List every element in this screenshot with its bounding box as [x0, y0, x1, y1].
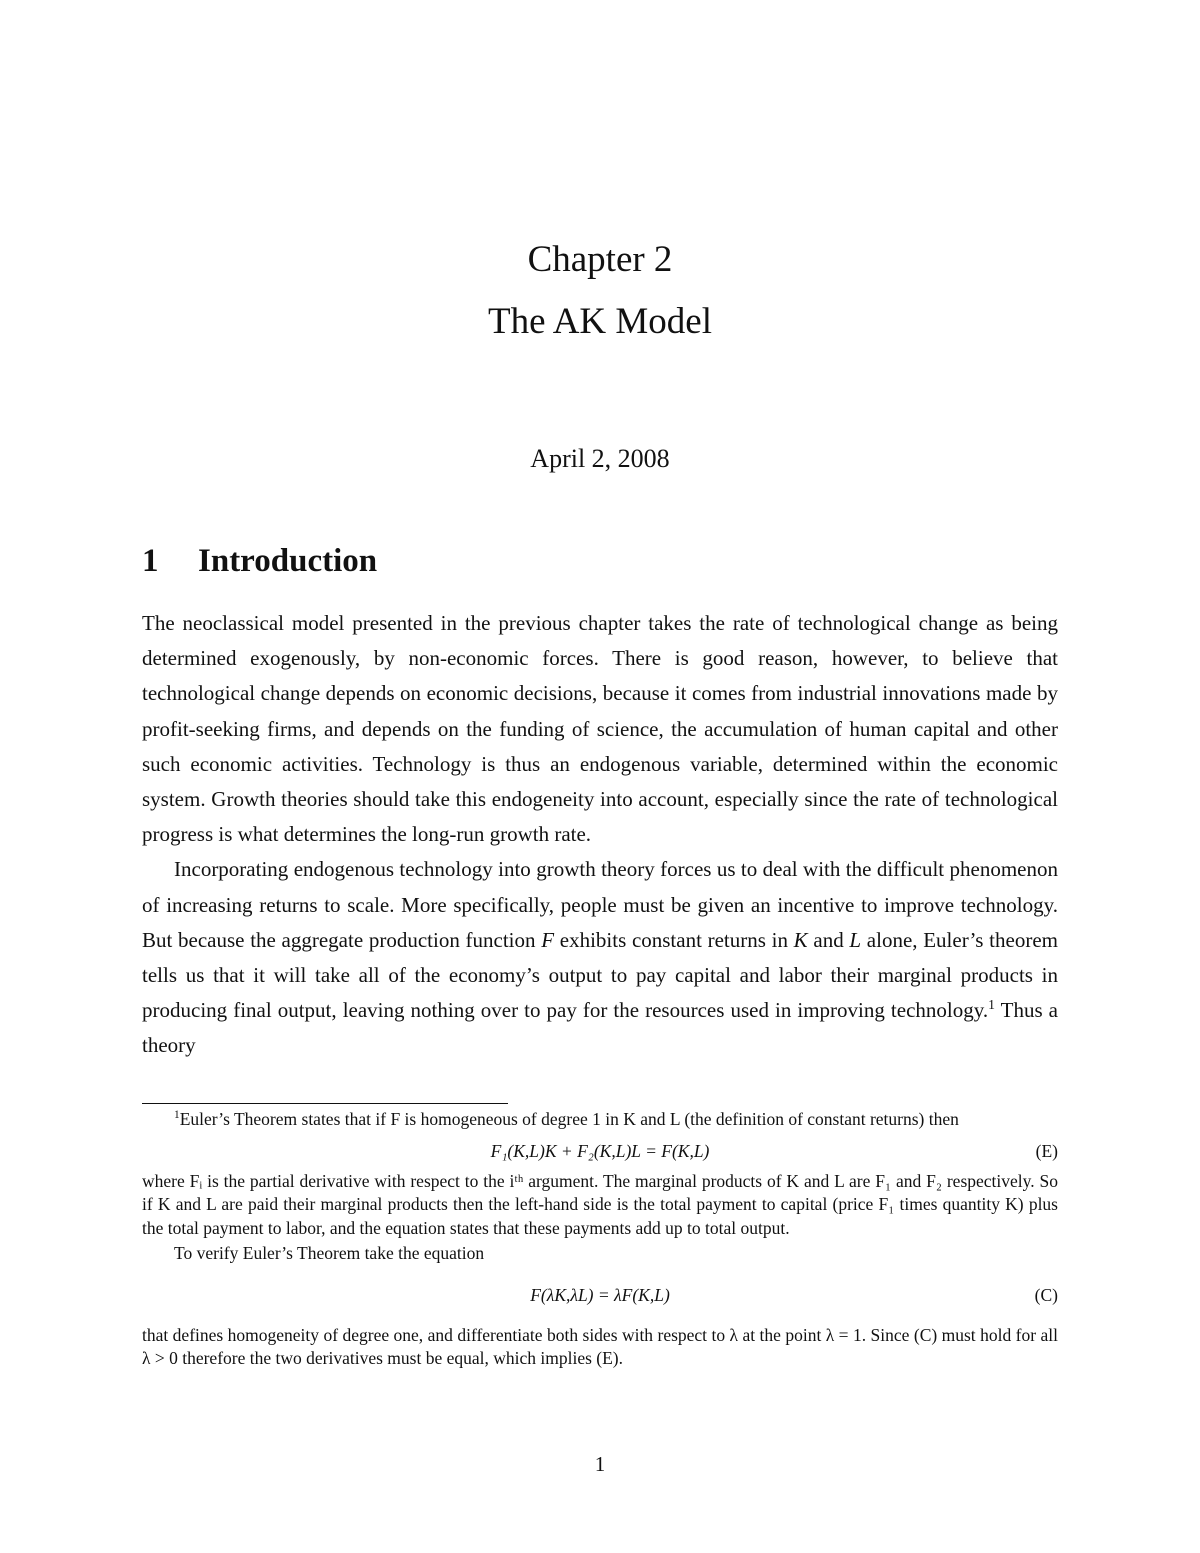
footnote-line-1	[142, 1108, 1058, 1132]
equation-E: F₁(K,L)K + F₂(K,L)L = F(K,L)	[490, 1140, 710, 1161]
section-number: 1	[142, 543, 159, 579]
footnote-line-2: where Fᵢ is the partial derivative with respect to the iᵗʰ argument. The marginal products of K and L are F₁ and F₂ respectively. So if K and L are paid their marginal products then the left-hand side is the total payment to capital (price F₁ times quantity K) plus the total payment to labor, and the equation states that these payments add up to total output.	[142, 1170, 1058, 1238]
footnote-block	[142, 1108, 1058, 1371]
equation-C-tag: (C)	[1034, 1284, 1058, 1305]
equation-E-row	[142, 1132, 1058, 1170]
section-heading	[142, 540, 377, 582]
chapter-label: Chapter 2	[527, 239, 673, 280]
math-symbol-K: K	[793, 927, 808, 952]
math-symbol-L: L	[849, 927, 862, 952]
paragraph-1: The neoclassical model presented in the previous chapter takes the rate of technological change as being determined exogenously, by non-economic forces. There is good reason, however, to believe that technological change depends on economic decisions, because it comes from industrial innovations made by profit-seeking firms, and depends on the funding of science, the accumulation of human capital and other such economic activities. Technology is thus an endogenous variable, determined within the economic system. Growth theories should take this endogeneity into account, especially since the rate of technological progress is what determines the long-run growth rate.	[142, 611, 1058, 847]
paragraph-2	[142, 852, 1058, 1063]
paragraph-2-part-c: and	[807, 927, 850, 952]
footnote-mark: 1	[174, 1109, 180, 1122]
equation-C-row	[142, 1276, 1058, 1314]
footnote-text-1: Euler’s Theorem states that if F is homogeneous of degree 1 in K and L (the definition of constant returns) then	[179, 1109, 959, 1129]
footnote-divider	[142, 1103, 508, 1104]
chapter-title: The AK Model	[487, 301, 713, 342]
footnote-line-3: To verify Euler’s Theorem take the equation	[174, 1243, 485, 1263]
footnote-line-4: that defines homogeneity of degree one, and differentiate both sides with respect to λ at the point λ = 1. Since (C) must hold for all λ > 0 therefore the two derivatives must be equal, which implies (E).	[142, 1324, 1058, 1368]
math-symbol-F: F	[541, 927, 555, 952]
paragraph-2-part-b: exhibits constant returns in	[554, 927, 794, 952]
paragraph-2-part-e: Thus a theory	[142, 998, 1058, 1058]
section-title: Introduction	[198, 543, 378, 579]
equation-E-tag: (E)	[1035, 1140, 1058, 1161]
document-date: April 2, 2008	[530, 444, 670, 473]
equation-C: F(λK,λL) = λF(K,L)	[530, 1284, 670, 1305]
page-number: 1	[594, 1452, 606, 1476]
paragraph-2-part-d: alone, Euler’s theorem tells us that it will take all of the economy’s output to pay capital and labor their marginal products in producing final output, leaving nothing over to pay for the resources used in improving technology.	[142, 927, 1058, 1023]
body-text	[142, 606, 1058, 1064]
footnote-reference[interactable]: 1	[988, 997, 995, 1013]
paragraph-2-part-a: Incorporating endogenous technology into growth theory forces us to deal with the difficult phenomenon of increasing returns to scale. More specifically, people must be given an incentive to improve technology. But because the aggregate production function	[142, 857, 1058, 952]
